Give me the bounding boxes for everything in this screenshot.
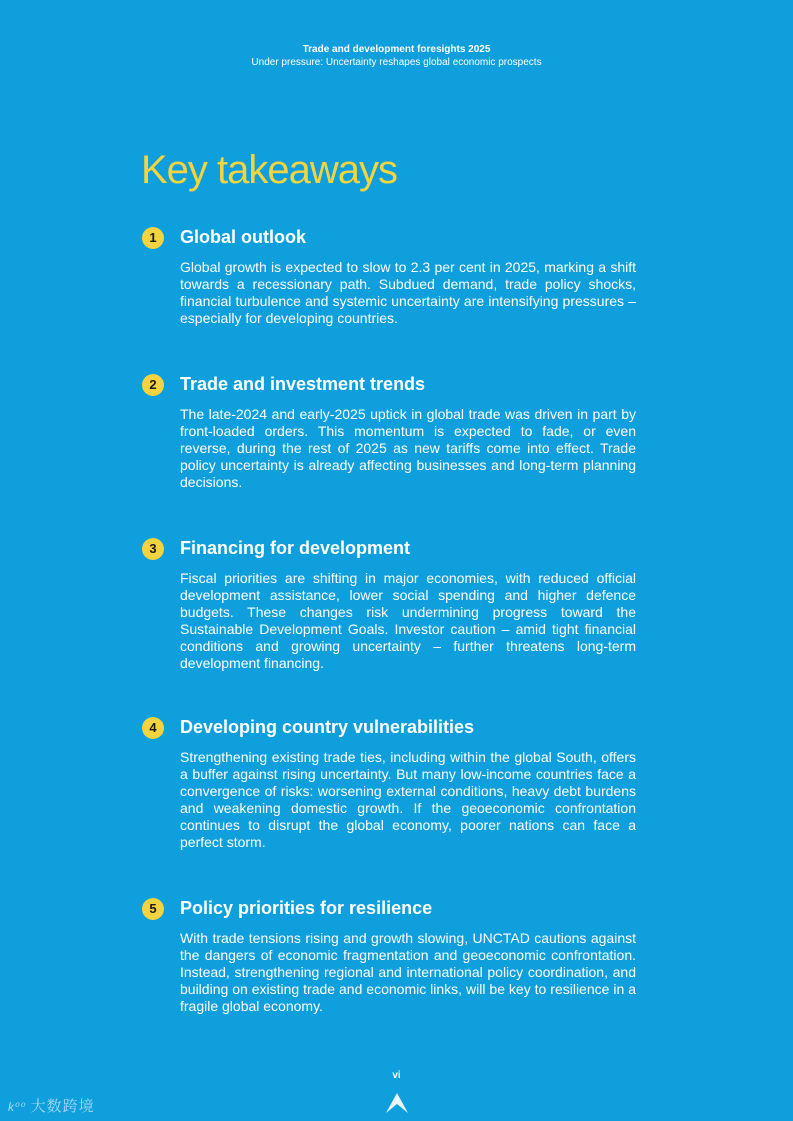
number-badge: 2 (142, 374, 164, 396)
takeaway-body: Strengthening existing trade ties, including within the global South, offers a buffer against rising uncertainty. But many low-income countries face a convergence of risks: worsening external conditions, heavy debt burdens and weakening domestic growth. If the geoeconomic confrontation continues to disrupt the global economy, poorer nations can face a perfect storm. (180, 749, 636, 850)
watermark-text: 大数跨境 (30, 1098, 95, 1115)
number-badge: 1 (142, 227, 164, 249)
watermark-logo-mark: k⁰⁰ (8, 1100, 27, 1114)
number-badge: 4 (142, 717, 164, 739)
running-header (0, 43, 793, 69)
takeaway-heading: Policy priorities for resilience (180, 898, 433, 918)
takeaway-body: With trade tensions rising and growth slowing, UNCTAD cautions against the dangers of economic fragmentation and geoeconomic confrontation. Instead, strengthening regional and international policy coordination, and building on existing trade and economic links, will be key to resilience in a fragile global economy. (180, 930, 636, 1014)
number-badge: 5 (142, 898, 164, 920)
takeaway-body: Fiscal priorities are shifting in major economies, with reduced official development assistance, lower social spending and higher defence budgets. These changes risk undermining progress toward the Sustainable Development Goals. Investor caution – amid tight financial conditions and growing uncertainty – further threatens long-term development financing. (180, 570, 636, 671)
chevron-up-icon (384, 1089, 410, 1115)
takeaway-heading: Global outlook (180, 227, 306, 247)
report-subtitle: Under pressure: Uncertainty reshapes global economic prospects (251, 57, 542, 68)
takeaway-body: The late-2024 and early-2025 uptick in global trade was driven in part by front-loaded orders. This momentum is expected to fade, or even reverse, during the rest of 2025 as new tariffs come into effect. Trade policy uncertainty is already affecting businesses and long-term planning decisions. (180, 406, 636, 490)
watermark (8, 1095, 95, 1116)
report-title: Trade and development foresights 2025 (302, 44, 491, 55)
page-title: Key takeaways (141, 148, 398, 192)
takeaway-heading: Financing for development (180, 538, 411, 558)
number-badge: 3 (142, 538, 164, 560)
takeaway-body: Global growth is expected to slow to 2.3 per cent in 2025, marking a shift towards a recessionary path. Subdued demand, trade policy shocks, financial turbulence and systemic uncertainty are intensifying pressures – especially for developing countries. (180, 259, 636, 326)
page-number: vi (392, 1070, 401, 1081)
takeaway-heading: Developing country vulnerabilities (180, 717, 475, 737)
takeaway-heading: Trade and investment trends (180, 374, 426, 394)
